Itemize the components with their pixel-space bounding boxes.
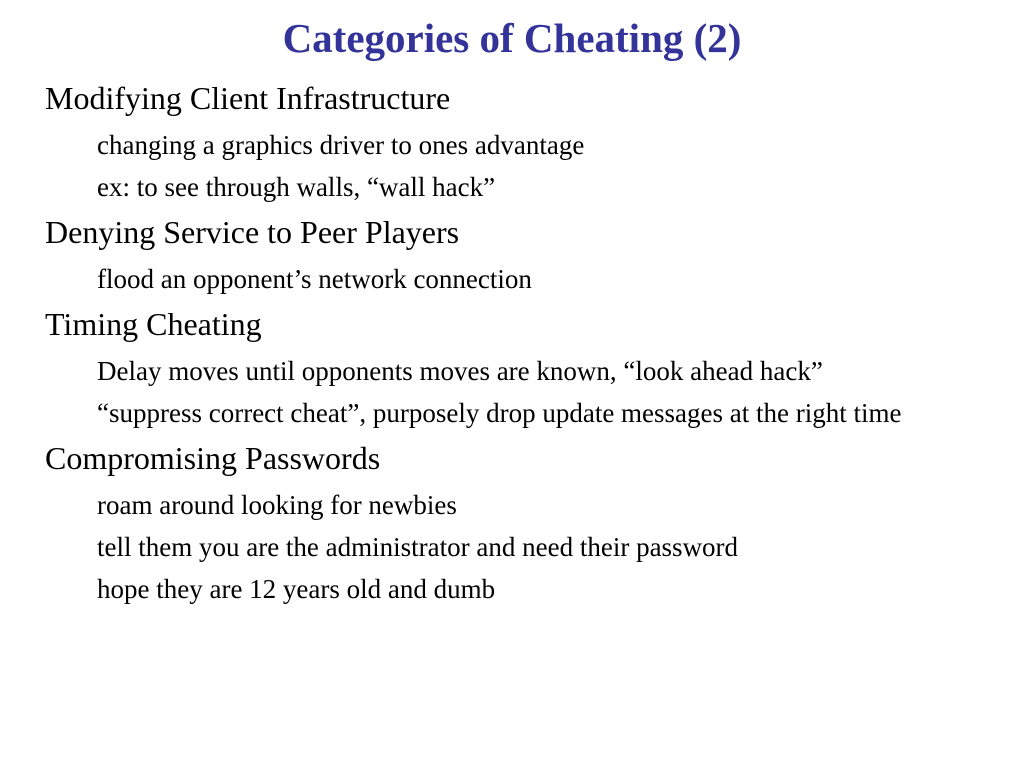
section-item: hope they are 12 years old and dumb <box>97 574 496 604</box>
section-item: changing a graphics driver to ones advantage <box>97 130 585 160</box>
section-heading: Denying Service to Peer Players <box>45 214 460 250</box>
slide-title: Categories of Cheating (2) <box>282 15 742 61</box>
section-heading: Modifying Client Infrastructure <box>45 80 451 116</box>
section-heading: Timing Cheating <box>45 306 262 342</box>
section-item: “suppress correct cheat”, purposely drop update messages at the right time <box>97 398 902 428</box>
section-item: Delay moves until opponents moves are known, “look ahead hack” <box>97 356 823 386</box>
section-heading: Compromising Passwords <box>45 440 381 476</box>
section-item: flood an opponent’s network connection <box>97 264 532 294</box>
section-item: roam around looking for newbies <box>97 490 457 520</box>
slide-body <box>45 80 995 605</box>
section-item: tell them you are the administrator and need their password <box>97 532 739 562</box>
section-item: ex: to see through walls, “wall hack” <box>97 172 496 202</box>
